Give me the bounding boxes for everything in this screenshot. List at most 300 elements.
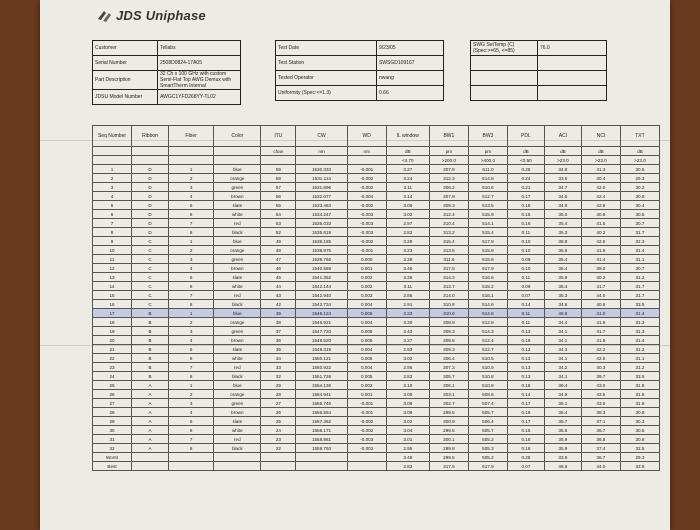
table-cell: 41.3 xyxy=(581,165,620,174)
table-cell: red xyxy=(214,363,261,372)
printed-test-report xyxy=(40,0,670,530)
units-row xyxy=(93,147,660,156)
table-cell: 31.7 xyxy=(620,291,659,300)
table-cell: 1533.463 xyxy=(296,201,347,210)
summary-row xyxy=(93,462,660,471)
table-cell: 25 xyxy=(261,417,296,426)
table-cell: green xyxy=(214,327,261,336)
column-header: PDL xyxy=(507,126,544,147)
table-cell: 2.82 xyxy=(386,462,429,471)
unit-cell xyxy=(214,147,261,156)
table-cell: C xyxy=(132,255,169,264)
table-cell xyxy=(169,462,214,471)
table-cell: brown xyxy=(214,264,261,273)
table-cell: 0.17 xyxy=(507,417,544,426)
table-cell: 0.14 xyxy=(507,390,544,399)
table-cell: 3.11 xyxy=(386,183,429,192)
table-cell: 37.1 xyxy=(581,417,620,426)
table-cell: 0.004 xyxy=(347,363,386,372)
table-cell: 31.5 xyxy=(620,390,659,399)
table-cell: 3.23 xyxy=(386,309,429,318)
spec-cell xyxy=(214,156,261,165)
table-cell: 514.6 xyxy=(468,309,507,318)
table-cell: 34.8 xyxy=(544,165,581,174)
table-row xyxy=(93,363,660,372)
table-cell: 30.3 xyxy=(620,417,659,426)
table-cell: 38.8 xyxy=(544,237,581,246)
table-cell: -0.002 xyxy=(347,417,386,426)
table-cell: 35.1 xyxy=(544,399,581,408)
table-cell: 46.6 xyxy=(544,462,581,471)
table-cell: 46.6 xyxy=(544,309,581,318)
table-cell: 34.3 xyxy=(544,345,581,354)
table-cell: 41.8 xyxy=(581,336,620,345)
table-cell: 34.1 xyxy=(544,327,581,336)
table-cell: 31.7 xyxy=(620,282,659,291)
table-cell: C xyxy=(132,246,169,255)
summary-row xyxy=(93,453,660,462)
table-cell: 42.0 xyxy=(581,183,620,192)
table-cell: 32 xyxy=(93,444,132,453)
table-cell: 30.5 xyxy=(620,165,659,174)
table-row xyxy=(93,345,660,354)
table-cell: 39.4 xyxy=(544,381,581,390)
info-label: Part Description xyxy=(93,71,158,90)
table-cell: 52 xyxy=(261,228,296,237)
table-cell: 0.09 xyxy=(507,282,544,291)
table-cell: 299.8 xyxy=(429,444,468,453)
table-cell: 8 xyxy=(169,372,214,381)
table-cell: 1531.896 xyxy=(296,183,347,192)
table-cell: 0.005 xyxy=(347,354,386,363)
table-cell: 309.3 xyxy=(429,327,468,336)
table-cell: 2 xyxy=(169,390,214,399)
jdsu-logo-icon xyxy=(96,9,112,23)
table-cell: A xyxy=(132,435,169,444)
info-value xyxy=(538,56,607,71)
table-cell: 308.8 xyxy=(429,336,468,345)
table-cell: 1 xyxy=(93,165,132,174)
table-cell: 511.0 xyxy=(468,165,507,174)
table-cell xyxy=(214,462,261,471)
table-cell: 7 xyxy=(169,435,214,444)
column-header: ITU xyxy=(261,126,296,147)
table-cell: red xyxy=(214,291,261,300)
table-cell: 309.3 xyxy=(429,201,468,210)
table-cell: black xyxy=(214,444,261,453)
table-cell: 512.7 xyxy=(468,345,507,354)
table-cell: 1539.766 xyxy=(296,255,347,264)
table-row xyxy=(93,381,660,390)
table-cell: 40.4 xyxy=(581,174,620,183)
unit-cell: dB xyxy=(620,147,659,156)
table-cell: A xyxy=(132,381,169,390)
table-cell: 35.6 xyxy=(544,426,581,435)
table-row xyxy=(93,390,660,399)
spec-cell: >200.0 xyxy=(429,156,468,165)
table-cell: 3.10 xyxy=(386,381,429,390)
spec-cell: >400.0 xyxy=(468,156,507,165)
table-cell: 34.1 xyxy=(544,336,581,345)
spec-cell xyxy=(261,156,296,165)
table-cell: 45 xyxy=(261,273,296,282)
table-cell: D xyxy=(132,165,169,174)
table-cell: 0.17 xyxy=(507,192,544,201)
table-cell: 311.6 xyxy=(429,255,468,264)
info-label: Test Date xyxy=(276,41,377,56)
table-cell: 1 xyxy=(169,381,214,390)
info-label: JDSU Model Number xyxy=(93,90,158,105)
table-cell: 7 xyxy=(93,219,132,228)
info-row xyxy=(93,90,241,105)
spec-cell xyxy=(296,156,347,165)
table-cell: 3.02 xyxy=(386,417,429,426)
table-cell: 515.9 xyxy=(468,246,507,255)
table-cell: 0.16 xyxy=(507,336,544,345)
table-cell: 312.3 xyxy=(429,174,468,183)
table-cell: B xyxy=(132,345,169,354)
table-cell xyxy=(132,453,169,462)
table-cell: 310.4 xyxy=(429,219,468,228)
table-cell: 39 xyxy=(261,309,296,318)
table-cell: red xyxy=(214,435,261,444)
info-row xyxy=(471,86,607,101)
table-cell: 35.4 xyxy=(544,282,581,291)
info-value: Tellabs xyxy=(158,41,241,56)
table-cell: 30.7 xyxy=(620,264,659,273)
info-label: SWG SetTemp (C) (Spec:>=65, <=85) xyxy=(471,41,538,56)
table-cell: 35.0 xyxy=(544,210,581,219)
table-cell: green xyxy=(214,255,261,264)
table-cell: D xyxy=(132,174,169,183)
table-cell: 31.4 xyxy=(620,246,659,255)
table-cell: 308.9 xyxy=(429,318,468,327)
table-cell: slate xyxy=(214,273,261,282)
column-header: ACI xyxy=(544,126,581,147)
info-label: Uniformity (Spec:<=1.3) xyxy=(276,86,377,101)
column-header: CW xyxy=(296,126,347,147)
table-cell: 0.10 xyxy=(507,246,544,255)
table-cell: 30.8 xyxy=(620,408,659,417)
table-cell: 309.3 xyxy=(429,345,468,354)
table-cell: 1557.362 xyxy=(296,417,347,426)
table-cell: 24 xyxy=(261,426,296,435)
table-cell: 5 xyxy=(169,201,214,210)
table-cell: 23 xyxy=(93,363,132,372)
table-cell: 514.8 xyxy=(468,174,507,183)
table-cell: 514.1 xyxy=(468,219,507,228)
table-cell: 1540.559 xyxy=(296,264,347,273)
table-cell: 3.06 xyxy=(386,201,429,210)
table-cell: 1538.185 xyxy=(296,237,347,246)
table-cell: 3.48 xyxy=(386,264,429,273)
info-value: 0.66 xyxy=(377,86,444,101)
table-cell: 28 xyxy=(261,390,296,399)
table-cell: 6 xyxy=(169,426,214,435)
table-cell: 2 xyxy=(93,174,132,183)
table-cell: C xyxy=(132,300,169,309)
table-cell: D xyxy=(132,210,169,219)
table-cell: B xyxy=(132,318,169,327)
table-cell: 313.7 xyxy=(429,282,468,291)
table-cell: 40.2 xyxy=(581,273,620,282)
table-cell: orange xyxy=(214,390,261,399)
table-cell: 36 xyxy=(261,336,296,345)
table-cell: 0.12 xyxy=(507,345,544,354)
table-cell: 6 xyxy=(93,210,132,219)
table-row xyxy=(93,435,660,444)
table-cell: 3.02 xyxy=(386,210,429,219)
table-cell: 35.9 xyxy=(544,435,581,444)
table-row xyxy=(93,165,660,174)
table-cell: -0.002 xyxy=(347,444,386,453)
table-cell: 1538.975 xyxy=(296,246,347,255)
table-cell: 42.8 xyxy=(581,201,620,210)
table-cell: 35.3 xyxy=(544,228,581,237)
table-cell: -0.002 xyxy=(347,201,386,210)
table-cell: Worst xyxy=(93,453,132,462)
table-cell: 4 xyxy=(169,336,214,345)
table-cell: 0.11 xyxy=(507,318,544,327)
info-value: SWSGD109167 xyxy=(377,56,444,71)
table-cell: 310.8 xyxy=(429,300,468,309)
table-cell: 0.18 xyxy=(507,435,544,444)
table-cell: 4 xyxy=(93,192,132,201)
table-cell xyxy=(347,453,386,462)
table-cell: -0.001 xyxy=(347,246,386,255)
table-cell: 44 xyxy=(261,282,296,291)
table-cell: 35 xyxy=(261,345,296,354)
table-cell: -0.004 xyxy=(347,192,386,201)
table-row xyxy=(93,192,660,201)
table-cell: 1 xyxy=(169,165,214,174)
table-cell: 0.10 xyxy=(507,264,544,273)
table-cell: 314.3 xyxy=(429,273,468,282)
table-cell: 517.9 xyxy=(468,462,507,471)
table-cell: white xyxy=(214,210,261,219)
table-cell: 32.5 xyxy=(620,444,659,453)
table-cell: 512.7 xyxy=(468,192,507,201)
table-cell: 41.6 xyxy=(581,246,620,255)
table-cell: 0.001 xyxy=(347,390,386,399)
table-cell: 44.0 xyxy=(581,291,620,300)
table-cell: 7 xyxy=(169,219,214,228)
table-cell: 31.1 xyxy=(620,354,659,363)
table-cell: 3.04 xyxy=(386,426,429,435)
table-cell: 31.2 xyxy=(620,273,659,282)
table-cell: 41.7 xyxy=(581,282,620,291)
table-cell: 30.2 xyxy=(620,183,659,192)
table-cell: C xyxy=(132,237,169,246)
table-cell: 33.5 xyxy=(544,174,581,183)
table-cell: 2.82 xyxy=(386,372,429,381)
table-cell: 1549.319 xyxy=(296,345,347,354)
table-cell: 1541.352 xyxy=(296,273,347,282)
table-cell: 22 xyxy=(93,354,132,363)
table-cell: 30.5 xyxy=(620,426,659,435)
info-value: 2508D0824-17A05 xyxy=(158,56,241,71)
table-cell: 14 xyxy=(93,282,132,291)
table-cell: slate xyxy=(214,345,261,354)
table-cell: 2 xyxy=(169,318,214,327)
info-label: Tested Operator xyxy=(276,71,377,86)
table-cell: 3 xyxy=(169,183,214,192)
table-cell: 31 xyxy=(93,435,132,444)
table-cell: 0.17 xyxy=(507,399,544,408)
table-cell: 514.6 xyxy=(468,300,507,309)
table-cell: 36.7 xyxy=(581,426,620,435)
table-cell: 56 xyxy=(261,192,296,201)
table-cell: 4 xyxy=(169,192,214,201)
table-cell: 508.6 xyxy=(468,390,507,399)
table-cell: 0.10 xyxy=(507,237,544,246)
table-cell: 2.95 xyxy=(386,444,429,453)
table-cell: 0.18 xyxy=(507,381,544,390)
table-cell: 42.0 xyxy=(581,237,620,246)
table-cell: red xyxy=(214,219,261,228)
table-cell: 25 xyxy=(93,381,132,390)
table-cell: B xyxy=(132,309,169,318)
table-cell: 30 xyxy=(93,426,132,435)
table-cell: -0.001 xyxy=(347,399,386,408)
table-cell: 40.3 xyxy=(581,363,620,372)
table-cell: 1543.734 xyxy=(296,300,347,309)
column-header: Ribbon xyxy=(132,126,169,147)
table-cell: 1532.677 xyxy=(296,192,347,201)
table-cell: 26 xyxy=(261,408,296,417)
table-cell xyxy=(347,462,386,471)
table-cell: 1550.922 xyxy=(296,363,347,372)
table-cell: 32 xyxy=(261,372,296,381)
unit-cell xyxy=(93,147,132,156)
table-cell: 3.36 xyxy=(386,273,429,282)
table-cell: black xyxy=(214,372,261,381)
table-row xyxy=(93,426,660,435)
table-cell: 29 xyxy=(93,417,132,426)
table-row xyxy=(93,210,660,219)
info-value: 76.0 xyxy=(538,41,607,56)
table-cell: -0.002 xyxy=(347,174,386,183)
table-cell: 2.91 xyxy=(386,300,429,309)
test-info-table xyxy=(275,40,444,101)
table-cell: 1555.746 xyxy=(296,399,347,408)
table-cell: 1554.136 xyxy=(296,381,347,390)
table-cell: 306.2 xyxy=(429,183,468,192)
table-cell: 40.2 xyxy=(581,228,620,237)
table-cell: 0.15 xyxy=(507,426,544,435)
channel-results-table xyxy=(92,125,660,471)
table-cell: 312.4 xyxy=(429,210,468,219)
headers-row xyxy=(93,126,660,147)
table-cell: 3 xyxy=(169,327,214,336)
info-row xyxy=(471,41,607,56)
table-cell: 314.0 xyxy=(429,291,468,300)
table-cell: 15 xyxy=(93,291,132,300)
table-cell: 29.3 xyxy=(620,174,659,183)
table-cell: 34.1 xyxy=(544,372,581,381)
table-cell: 3.27 xyxy=(386,165,429,174)
table-cell: 20 xyxy=(93,336,132,345)
table-cell: 5 xyxy=(169,273,214,282)
table-cell: 35.4 xyxy=(544,264,581,273)
table-cell: 33.5 xyxy=(544,453,581,462)
table-cell: 300.9 xyxy=(429,417,468,426)
info-row xyxy=(93,41,241,56)
table-row xyxy=(93,255,660,264)
table-cell: 33.5 xyxy=(620,462,659,471)
table-cell: A xyxy=(132,390,169,399)
table-row xyxy=(93,237,660,246)
table-cell: A xyxy=(132,399,169,408)
table-cell: 1 xyxy=(169,237,214,246)
table-cell: A xyxy=(132,408,169,417)
table-cell: 514.3 xyxy=(468,327,507,336)
table-cell: 0.25 xyxy=(507,165,544,174)
info-label xyxy=(471,86,538,101)
table-cell: 0.24 xyxy=(507,174,544,183)
table-cell: 1548.520 xyxy=(296,336,347,345)
table-cell: 47 xyxy=(261,255,296,264)
table-cell: 1551.726 xyxy=(296,372,347,381)
table-cell: 7 xyxy=(169,291,214,300)
table-cell: 6 xyxy=(169,210,214,219)
table-cell: blue xyxy=(214,381,261,390)
table-cell: 49 xyxy=(261,237,296,246)
table-cell: -0.001 xyxy=(347,165,386,174)
table-cell: 38 xyxy=(261,318,296,327)
table-row xyxy=(93,291,660,300)
column-header: WD xyxy=(347,126,386,147)
table-cell: 42.2 xyxy=(581,345,620,354)
table-cell: 18 xyxy=(93,318,132,327)
table-cell: 13 xyxy=(93,273,132,282)
table-cell: 505.3 xyxy=(468,444,507,453)
table-cell: 299.5 xyxy=(429,453,468,462)
table-cell: 2.97 xyxy=(386,219,429,228)
table-cell: 31.2 xyxy=(620,345,659,354)
table-cell: B xyxy=(132,372,169,381)
unit-cell: chan xyxy=(261,147,296,156)
info-row xyxy=(93,71,241,90)
table-row xyxy=(93,183,660,192)
table-cell: 0.07 xyxy=(507,462,544,471)
table-cell: 0.16 xyxy=(507,408,544,417)
table-cell: 31.1 xyxy=(620,255,659,264)
table-cell: 34 xyxy=(261,354,296,363)
spec-cell xyxy=(132,156,169,165)
table-cell: 3.14 xyxy=(386,192,429,201)
table-cell: 3.08 xyxy=(386,408,429,417)
table-cell: 22 xyxy=(261,444,296,453)
table-cell: 0.004 xyxy=(347,345,386,354)
table-row xyxy=(93,282,660,291)
table-cell: 1531.114 xyxy=(296,174,347,183)
table-cell: 40.6 xyxy=(581,210,620,219)
table-cell: 313.5 xyxy=(429,246,468,255)
unit-cell xyxy=(132,147,169,156)
table-cell: 516.6 xyxy=(468,273,507,282)
table-cell: 43.5 xyxy=(581,399,620,408)
table-cell: 1554.941 xyxy=(296,390,347,399)
table-cell: 33.5 xyxy=(620,300,659,309)
table-cell: 510.6 xyxy=(468,183,507,192)
table-cell: 30.4 xyxy=(620,201,659,210)
table-cell: 1535.033 xyxy=(296,219,347,228)
table-cell: -0.002 xyxy=(347,183,386,192)
table-cell: 507.4 xyxy=(468,399,507,408)
table-cell: 510.9 xyxy=(468,363,507,372)
table-cell: 57 xyxy=(261,183,296,192)
